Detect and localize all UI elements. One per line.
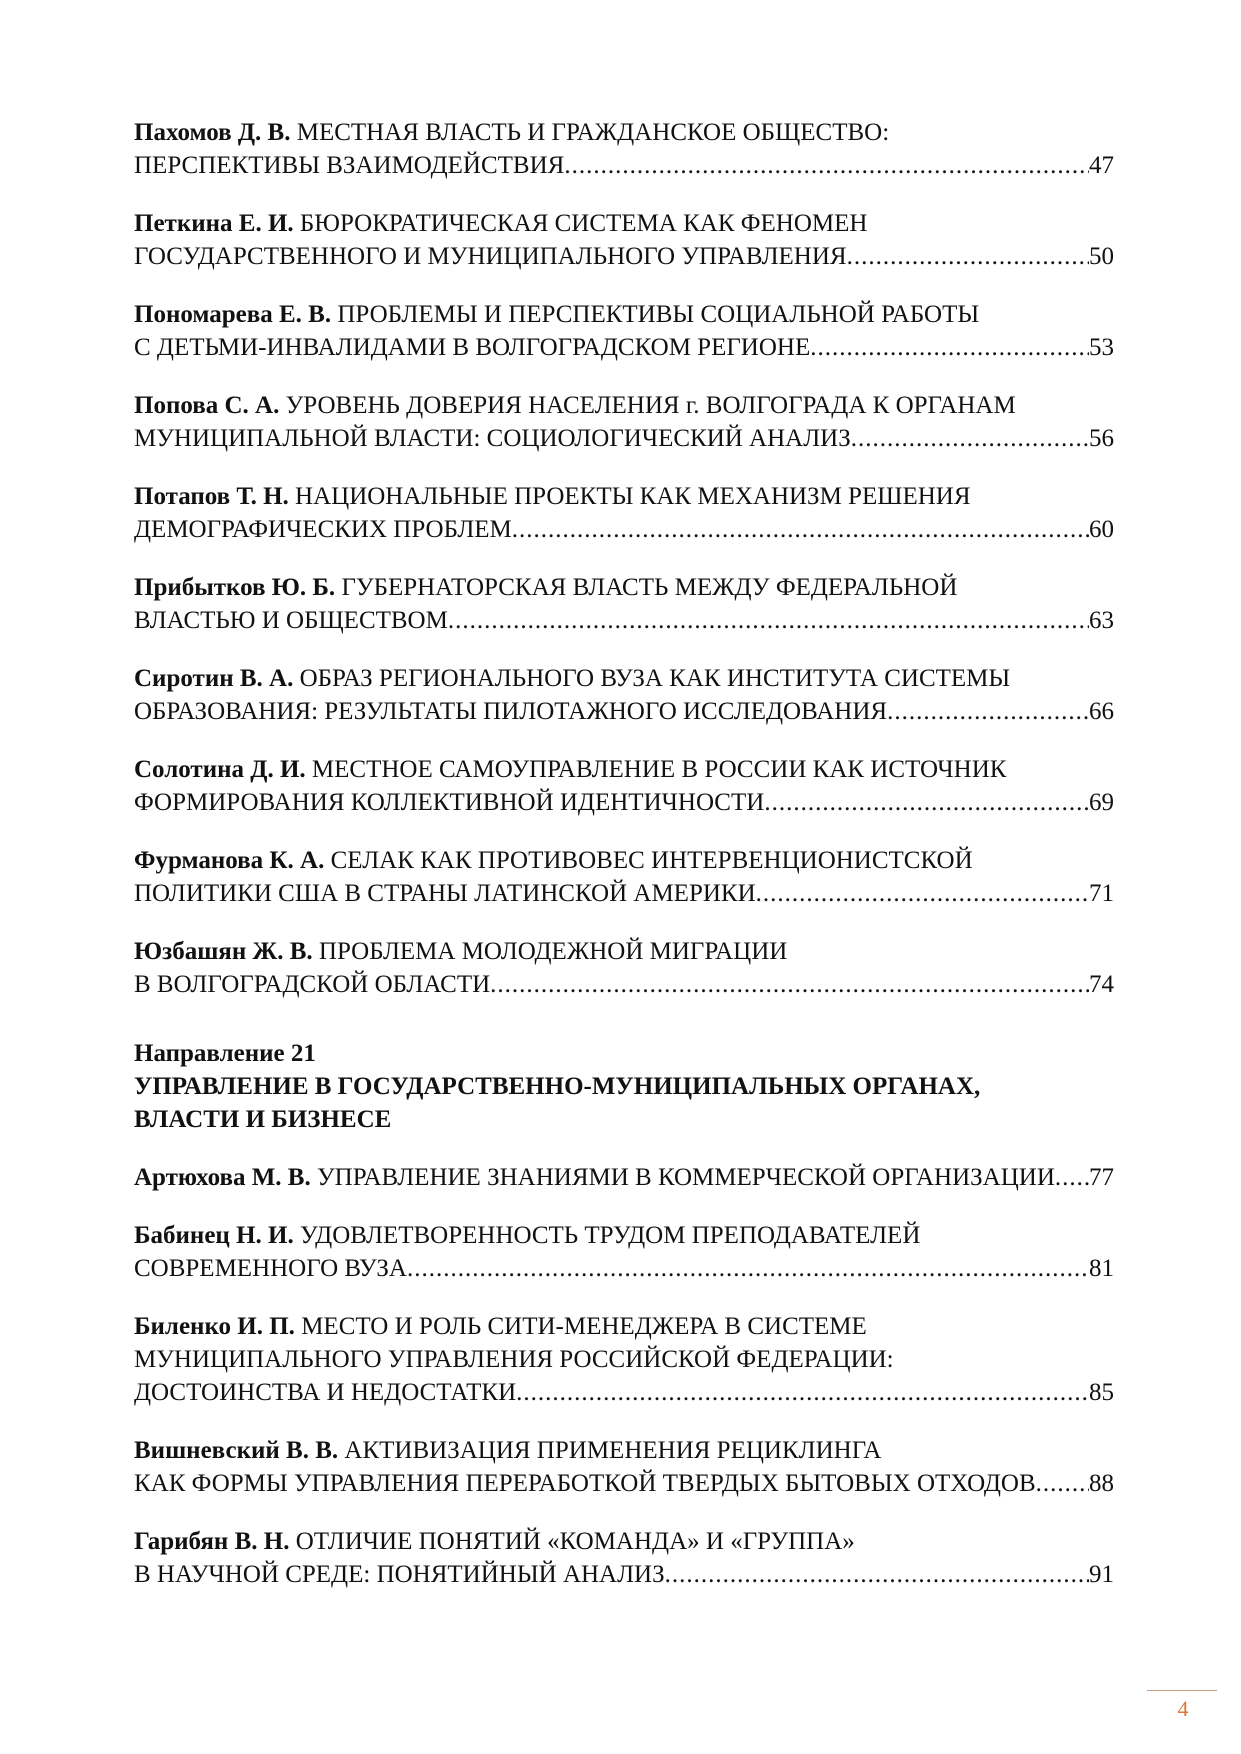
toc-entry-title: МЕСТО И РОЛЬ СИТИ-МЕНЕДЖЕРА В СИСТЕМЕ xyxy=(301,1313,867,1340)
toc-entry-page: 47 xyxy=(1089,152,1114,179)
section-heading xyxy=(134,1037,1114,1136)
toc-dot-leader xyxy=(847,240,1089,273)
toc-entry-last-line xyxy=(134,1376,1114,1409)
section-title-line-1: УПРАВЛЕНИЕ В ГОСУДАРСТВЕННО-МУНИЦИПАЛЬНЫХ ОРГАНАХ, xyxy=(134,1073,981,1100)
toc-entry-page: 74 xyxy=(1089,971,1114,998)
toc-entry-title: МУНИЦИПАЛЬНОГО УПРАВЛЕНИЯ РОССИЙСКОЙ ФЕДЕРАЦИИ: xyxy=(134,1346,894,1373)
toc-entry[interactable] xyxy=(134,935,1114,1001)
toc-entry[interactable] xyxy=(134,389,1114,455)
toc-entry[interactable] xyxy=(134,116,1114,182)
toc-entry-line xyxy=(134,480,1114,513)
toc-entry-line xyxy=(134,1343,1114,1376)
toc-entry-page: 50 xyxy=(1089,243,1114,270)
toc-dot-leader xyxy=(1036,1467,1089,1500)
toc-entry-author: Вишневский В. В. xyxy=(134,1437,339,1464)
toc-entry[interactable] xyxy=(134,1161,1114,1194)
toc-entry[interactable] xyxy=(134,662,1114,728)
toc-dot-leader xyxy=(756,877,1089,910)
toc-entry-page: 81 xyxy=(1089,1255,1114,1282)
toc-entry-last-line xyxy=(134,786,1114,819)
toc-entry[interactable] xyxy=(134,207,1114,273)
toc-dot-leader xyxy=(851,422,1089,455)
page-number: 4 xyxy=(1177,1696,1189,1721)
toc-entry-last-line xyxy=(134,604,1114,637)
toc-entry-title: ГОСУДАРСТВЕННОГО И МУНИЦИПАЛЬНОГО УПРАВЛЕНИЯ xyxy=(134,243,847,270)
toc-entry-last-line xyxy=(134,513,1114,546)
section-number: Направление 21 xyxy=(134,1040,316,1067)
toc-entry-title: ПЕРСПЕКТИВЫ ВЗАИМОДЕЙСТВИЯ xyxy=(134,152,565,179)
toc-dot-leader xyxy=(665,1558,1089,1591)
toc-entry-line xyxy=(134,298,1114,331)
toc-dot-leader xyxy=(448,604,1089,637)
toc-entry-author: Потапов Т. Н. xyxy=(134,483,289,510)
toc-entry[interactable] xyxy=(134,753,1114,819)
toc-entry-title: УДОВЛЕТВОРЕННОСТЬ ТРУДОМ ПРЕПОДАВАТЕЛЕЙ xyxy=(299,1222,921,1249)
toc-entry-page: 85 xyxy=(1089,1379,1114,1406)
toc-group-2 xyxy=(134,1161,1114,1591)
toc-entry-title: СОВРЕМЕННОГО ВУЗА xyxy=(134,1255,407,1282)
toc-entry-title: ДЕМОГРАФИЧЕСКИХ ПРОБЛЕМ xyxy=(134,516,512,543)
toc-entry-title: КАК ФОРМЫ УПРАВЛЕНИЯ ПЕРЕРАБОТКОЙ ТВЕРДЫХ БЫТОВЫХ ОТХОДОВ xyxy=(134,1470,1036,1497)
toc-entry-last-line xyxy=(134,240,1114,273)
toc-entry-last-line xyxy=(134,1558,1114,1591)
toc-entry-page: 71 xyxy=(1089,880,1114,907)
toc-entry-author: Солотина Д. И. xyxy=(134,756,306,783)
toc-entry-title: ДОСТОИНСТВА И НЕДОСТАТКИ xyxy=(134,1379,517,1406)
toc-entry-author: Бабинец Н. И. xyxy=(134,1222,294,1249)
toc-entry-last-line xyxy=(134,422,1114,455)
toc-entry-page: 63 xyxy=(1089,607,1114,634)
toc-dot-leader xyxy=(516,1376,1089,1409)
toc-entry-title: АКТИВИЗАЦИЯ ПРИМЕНЕНИЯ РЕЦИКЛИНГА xyxy=(344,1437,882,1464)
toc-entry-page: 66 xyxy=(1089,698,1114,725)
toc-entry-title: ГУБЕРНАТОРСКАЯ ВЛАСТЬ МЕЖДУ ФЕДЕРАЛЬНОЙ xyxy=(341,574,958,601)
toc-entry-author: Гарибян В. Н. xyxy=(134,1528,290,1555)
toc-entry-last-line xyxy=(134,968,1114,1001)
toc-entry-page: 60 xyxy=(1089,516,1114,543)
toc-entry-line xyxy=(134,662,1114,695)
toc-entry-line xyxy=(134,1434,1114,1467)
toc-entry-title: ПРОБЛЕМЫ И ПЕРСПЕКТИВЫ СОЦИАЛЬНОЙ РАБОТЫ xyxy=(337,301,980,328)
toc-entry-page: 88 xyxy=(1089,1470,1114,1497)
toc-dot-leader xyxy=(490,968,1089,1001)
toc-entry-author: Биленко И. П. xyxy=(134,1313,295,1340)
toc-entry-title: УРОВЕНЬ ДОВЕРИЯ НАСЕЛЕНИЯ г. ВОЛГОГРАДА К ОРГАНАМ xyxy=(285,392,1016,419)
toc-entry[interactable] xyxy=(134,571,1114,637)
toc-entry-title: МЕСТНАЯ ВЛАСТЬ И ГРАЖДАНСКОЕ ОБЩЕСТВО: xyxy=(296,119,890,146)
toc-entry-title: ПРОБЛЕМА МОЛОДЕЖНОЙ МИГРАЦИИ xyxy=(318,938,788,965)
toc-dot-leader xyxy=(887,695,1089,728)
toc-entry-last-line xyxy=(134,1467,1114,1500)
toc-entry-author: Пахомов Д. В. xyxy=(134,119,291,146)
toc-entry-title: С ДЕТЬМИ-ИНВАЛИДАМИ В ВОЛГОГРАДСКОМ РЕГИОНЕ xyxy=(134,334,811,361)
toc-entry-line xyxy=(134,1310,1114,1343)
toc-entry-title: МЕСТНОЕ САМОУПРАВЛЕНИЕ В РОССИИ КАК ИСТОЧНИК xyxy=(311,756,1007,783)
toc-entry-title: В ВОЛГОГРАДСКОЙ ОБЛАСТИ xyxy=(134,971,491,998)
toc-entry-title: В НАУЧНОЙ СРЕДЕ: ПОНЯТИЙНЫЙ АНАЛИЗ xyxy=(134,1561,665,1588)
toc-dot-leader xyxy=(764,786,1089,819)
toc-dot-leader xyxy=(810,331,1089,364)
toc-entry-line xyxy=(134,207,1114,240)
table-of-contents xyxy=(134,116,1114,1616)
toc-entry-line xyxy=(134,116,1114,149)
toc-entry-line xyxy=(134,571,1114,604)
toc-entry-page: 53 xyxy=(1089,334,1114,361)
toc-dot-leader xyxy=(512,513,1089,546)
toc-entry-author: Пономарева Е. В. xyxy=(134,301,332,328)
toc-entry[interactable] xyxy=(134,480,1114,546)
toc-entry-title: ОБРАЗОВАНИЯ: РЕЗУЛЬТАТЫ ПИЛОТАЖНОГО ИССЛЕДОВАНИЯ xyxy=(134,698,888,725)
toc-entry-last-line xyxy=(134,695,1114,728)
toc-entry-line xyxy=(134,753,1114,786)
toc-entry-title: СЕЛАК КАК ПРОТИВОВЕС ИНТЕРВЕНЦИОНИСТСКОЙ xyxy=(330,847,973,874)
toc-entry[interactable] xyxy=(134,298,1114,364)
toc-entry[interactable] xyxy=(134,1525,1114,1591)
toc-entry-last-line xyxy=(134,877,1114,910)
toc-entry-author: Артюхова М. В. xyxy=(134,1164,311,1191)
toc-entry-last-line xyxy=(134,149,1114,182)
toc-entry-title: МУНИЦИПАЛЬНОЙ ВЛАСТИ: СОЦИОЛОГИЧЕСКИЙ АНАЛИЗ xyxy=(134,425,851,452)
toc-entry-page: 56 xyxy=(1089,425,1114,452)
toc-entry-line xyxy=(134,935,1114,968)
toc-entry-line xyxy=(134,1525,1114,1558)
toc-entry-author: Сиротин В. А. xyxy=(134,665,294,692)
toc-entry-title: УПРАВЛЕНИЕ ЗНАНИЯМИ В КОММЕРЧЕСКОЙ ОРГАНИЗАЦИИ xyxy=(316,1164,1055,1191)
toc-entry-title: БЮРОКРАТИЧЕСКАЯ СИСТЕМА КАК ФЕНОМЕН xyxy=(299,210,868,237)
toc-dot-leader xyxy=(407,1252,1089,1285)
toc-entry-line xyxy=(134,844,1114,877)
toc-entry-last-line xyxy=(134,1161,1114,1194)
toc-entry[interactable] xyxy=(134,1219,1114,1285)
toc-group-1 xyxy=(134,116,1114,1001)
toc-entry-line xyxy=(134,389,1114,422)
toc-entry-title: ФОРМИРОВАНИЯ КОЛЛЕКТИВНОЙ ИДЕНТИЧНОСТИ xyxy=(134,789,765,816)
toc-entry-line xyxy=(134,1219,1114,1252)
toc-dot-leader xyxy=(564,149,1089,182)
toc-entry-last-line xyxy=(134,1252,1114,1285)
toc-entry[interactable] xyxy=(134,1434,1114,1500)
toc-entry-author: Петкина Е. И. xyxy=(134,210,294,237)
toc-entry-title: ВЛАСТЬЮ И ОБЩЕСТВОМ xyxy=(134,607,448,634)
toc-entry-author: Попова С. А. xyxy=(134,392,280,419)
toc-entry-title: ОБРАЗ РЕГИОНАЛЬНОГО ВУЗА КАК ИНСТИТУТА СИСТЕМЫ xyxy=(299,665,1011,692)
toc-entry-author: Фурманова К. А. xyxy=(134,847,325,874)
toc-entry-page: 91 xyxy=(1089,1561,1114,1588)
toc-entry-title: ОТЛИЧИЕ ПОНЯТИЙ «КОМАНДА» И «ГРУППА» xyxy=(295,1528,855,1555)
footer-rule xyxy=(1147,1690,1217,1691)
toc-dot-leader xyxy=(1055,1161,1089,1194)
toc-entry-title: ПОЛИТИКИ США В СТРАНЫ ЛАТИНСКОЙ АМЕРИКИ xyxy=(134,880,756,907)
toc-entry-author: Юзбашян Ж. В. xyxy=(134,938,313,965)
toc-entry-page: 77 xyxy=(1089,1164,1114,1191)
toc-entry-author: Прибытков Ю. Б. xyxy=(134,574,336,601)
section-title-line-2: ВЛАСТИ И БИЗНЕСЕ xyxy=(134,1106,392,1133)
toc-entry-title: НАЦИОНАЛЬНЫЕ ПРОЕКТЫ КАК МЕХАНИЗМ РЕШЕНИЯ xyxy=(295,483,971,510)
toc-entry-page: 69 xyxy=(1089,789,1114,816)
toc-entry[interactable] xyxy=(134,844,1114,910)
toc-entry-last-line xyxy=(134,331,1114,364)
toc-entry[interactable] xyxy=(134,1310,1114,1409)
